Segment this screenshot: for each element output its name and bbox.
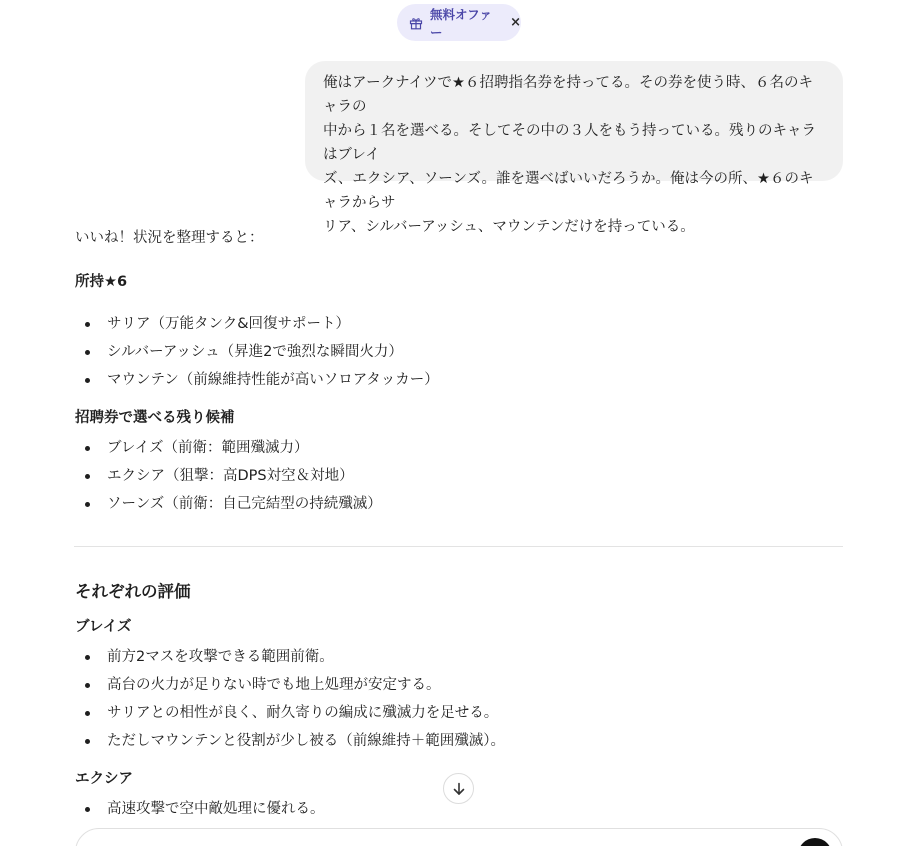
- arrow-down-icon: [451, 781, 467, 797]
- section-divider: [74, 546, 843, 547]
- candidates-heading: 招聘券で選べる残り候補: [75, 410, 235, 426]
- user-message-line: リア、シルバーアッシュ、マウンテンだけを持っている。: [323, 219, 695, 235]
- message-composer[interactable]: [75, 828, 843, 846]
- list-item: サリア（万能タンク&回復サポート）: [75, 310, 439, 338]
- blaze-heading: ブレイズ: [75, 619, 132, 635]
- exusiai-heading: エクシア: [75, 771, 133, 787]
- exusiai-points-list: [75, 795, 325, 823]
- owned-list: [75, 310, 439, 394]
- reply-intro: いいね！状況を整理すると：: [75, 230, 264, 246]
- user-message-line: ズ、エクシア、ソーンズ。誰を選べばいいだろうか。俺は今の所、★６のキャラからサ: [323, 171, 814, 211]
- free-offer-label: 無料オファー: [430, 6, 492, 40]
- owned-heading: 所持★6: [75, 274, 128, 290]
- list-item: サリアとの相性が良く、耐久寄りの編成に殲滅力を足せる。: [75, 699, 505, 727]
- list-item: 高台の火力が足りない時でも地上処理が安定する。: [75, 671, 505, 699]
- free-offer-pill[interactable]: [397, 4, 521, 41]
- list-item: マウンテン（前線維持性能が高いソロアタッカー）: [75, 366, 439, 394]
- list-item: 高速攻撃で空中敵処理に優れる。: [75, 795, 325, 823]
- list-item: ブレイズ（前衛：範囲殲滅力）: [75, 434, 382, 462]
- gift-icon: [409, 16, 423, 30]
- list-item: ただしマウンテンと役割が少し被る（前線維持＋範囲殲滅）。: [75, 727, 505, 755]
- list-item: エクシア（狙撃：高DPS対空＆対地）: [75, 462, 382, 490]
- candidates-list: [75, 434, 382, 518]
- user-message-line: 中から１名を選べる。そしてその中の３人をもう持っている。残りのキャラはブレイ: [323, 123, 816, 163]
- blaze-points-list: [75, 643, 505, 755]
- scroll-to-bottom-button[interactable]: [443, 773, 474, 804]
- evaluation-heading: それぞれの評価: [75, 582, 191, 601]
- user-message-bubble: [305, 61, 843, 235]
- list-item: 前方2マスを攻撃できる範囲前衛。: [75, 643, 505, 671]
- close-icon[interactable]: ×: [510, 15, 521, 30]
- user-message-line: 俺はアークナイツで★６招聘指名券を持ってる。その券を使う時、６名のキャラの: [323, 75, 814, 115]
- list-item: ソーンズ（前衛：自己完結型の持続殲滅）: [75, 490, 382, 518]
- list-item: シルバーアッシュ（昇進2で強烈な瞬間火力）: [75, 338, 439, 366]
